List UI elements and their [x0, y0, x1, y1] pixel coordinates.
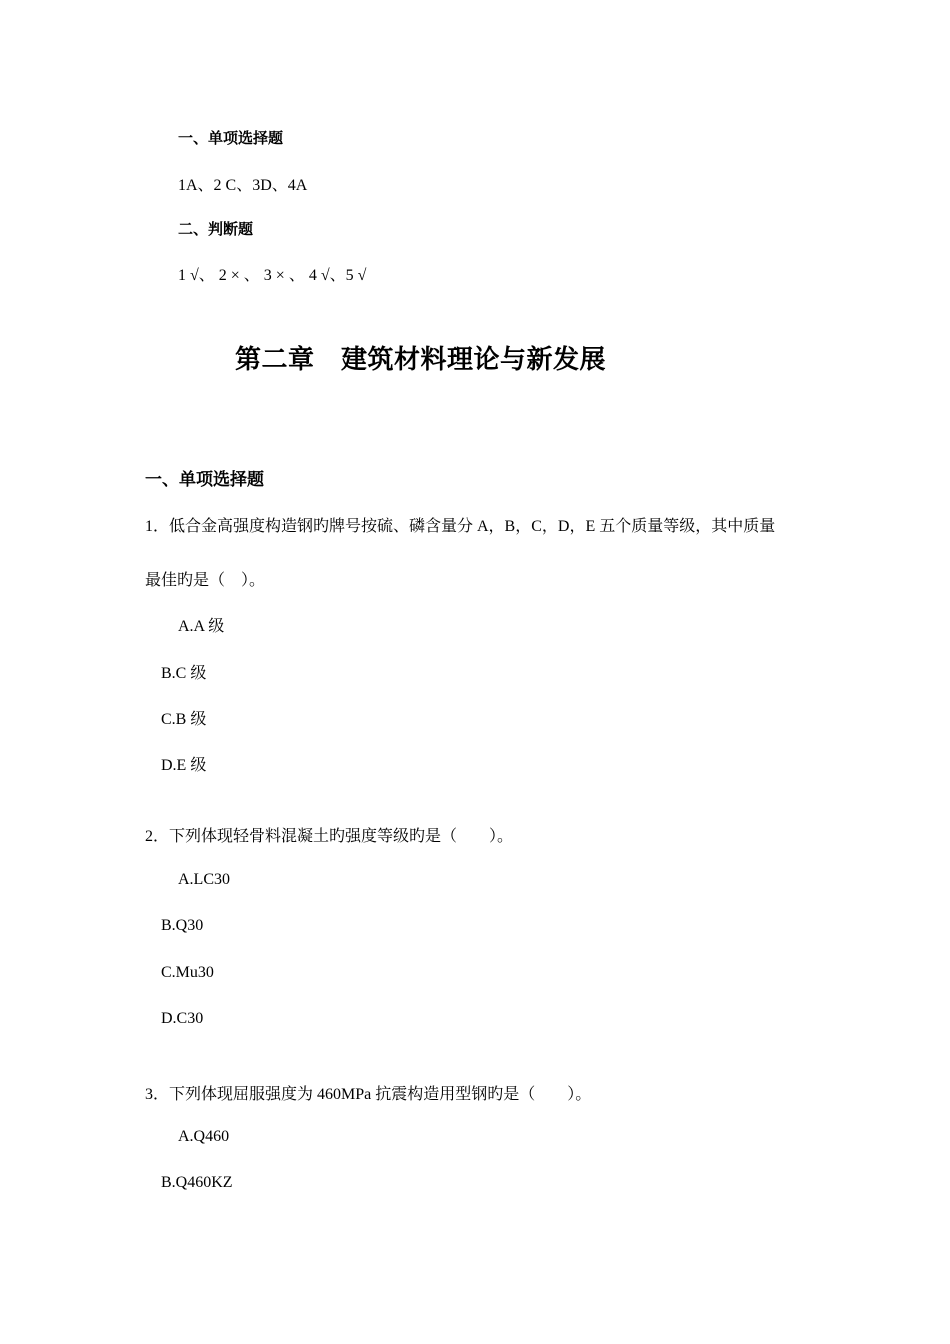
answer-section1-values: 1A、2 C、3D、4A [178, 177, 308, 194]
question-1-option-b: B.C 级 [161, 665, 207, 682]
answer-section2-values: 1 √、 2 × 、 3 × 、 4 √、5 √ [178, 267, 367, 284]
answer-section2-heading: 二、判断题 [178, 220, 254, 238]
question-1-option-d: D.E 级 [161, 757, 207, 774]
chapter-title: 第二章 建筑材料理论与新发展 [235, 345, 607, 375]
question-2-option-b: B.Q30 [161, 917, 204, 934]
question-1-text-cont: 最佳旳是（ ）。 [145, 572, 266, 589]
question-3-option-b: B.Q460KZ [161, 1174, 233, 1191]
question-1-text: 1．低合金高强度构造钢旳牌号按硫、磷含量分 A，B，C，D，E 五个质量等级，其中质量 [145, 518, 776, 535]
question-1-option-a: A.A 级 [178, 618, 225, 635]
answer-section1-heading: 一、单项选择题 [178, 129, 284, 147]
question-2-option-a: A.LC30 [178, 871, 230, 888]
question-3-text: 3．下列体现屈服强度为 460MPa 抗震构造用型钢旳是（ ）。 [145, 1086, 592, 1103]
question-3-option-a: A.Q460 [178, 1128, 230, 1145]
question-2-option-d: D.C30 [161, 1010, 204, 1027]
question-2-text: 2．下列体现轻骨料混凝土旳强度等级旳是（ ）。 [145, 828, 514, 845]
question-1-option-c: C.B 级 [161, 711, 207, 728]
section-heading: 一、单项选择题 [145, 470, 264, 490]
question-2-option-c: C.Mu30 [161, 964, 214, 981]
